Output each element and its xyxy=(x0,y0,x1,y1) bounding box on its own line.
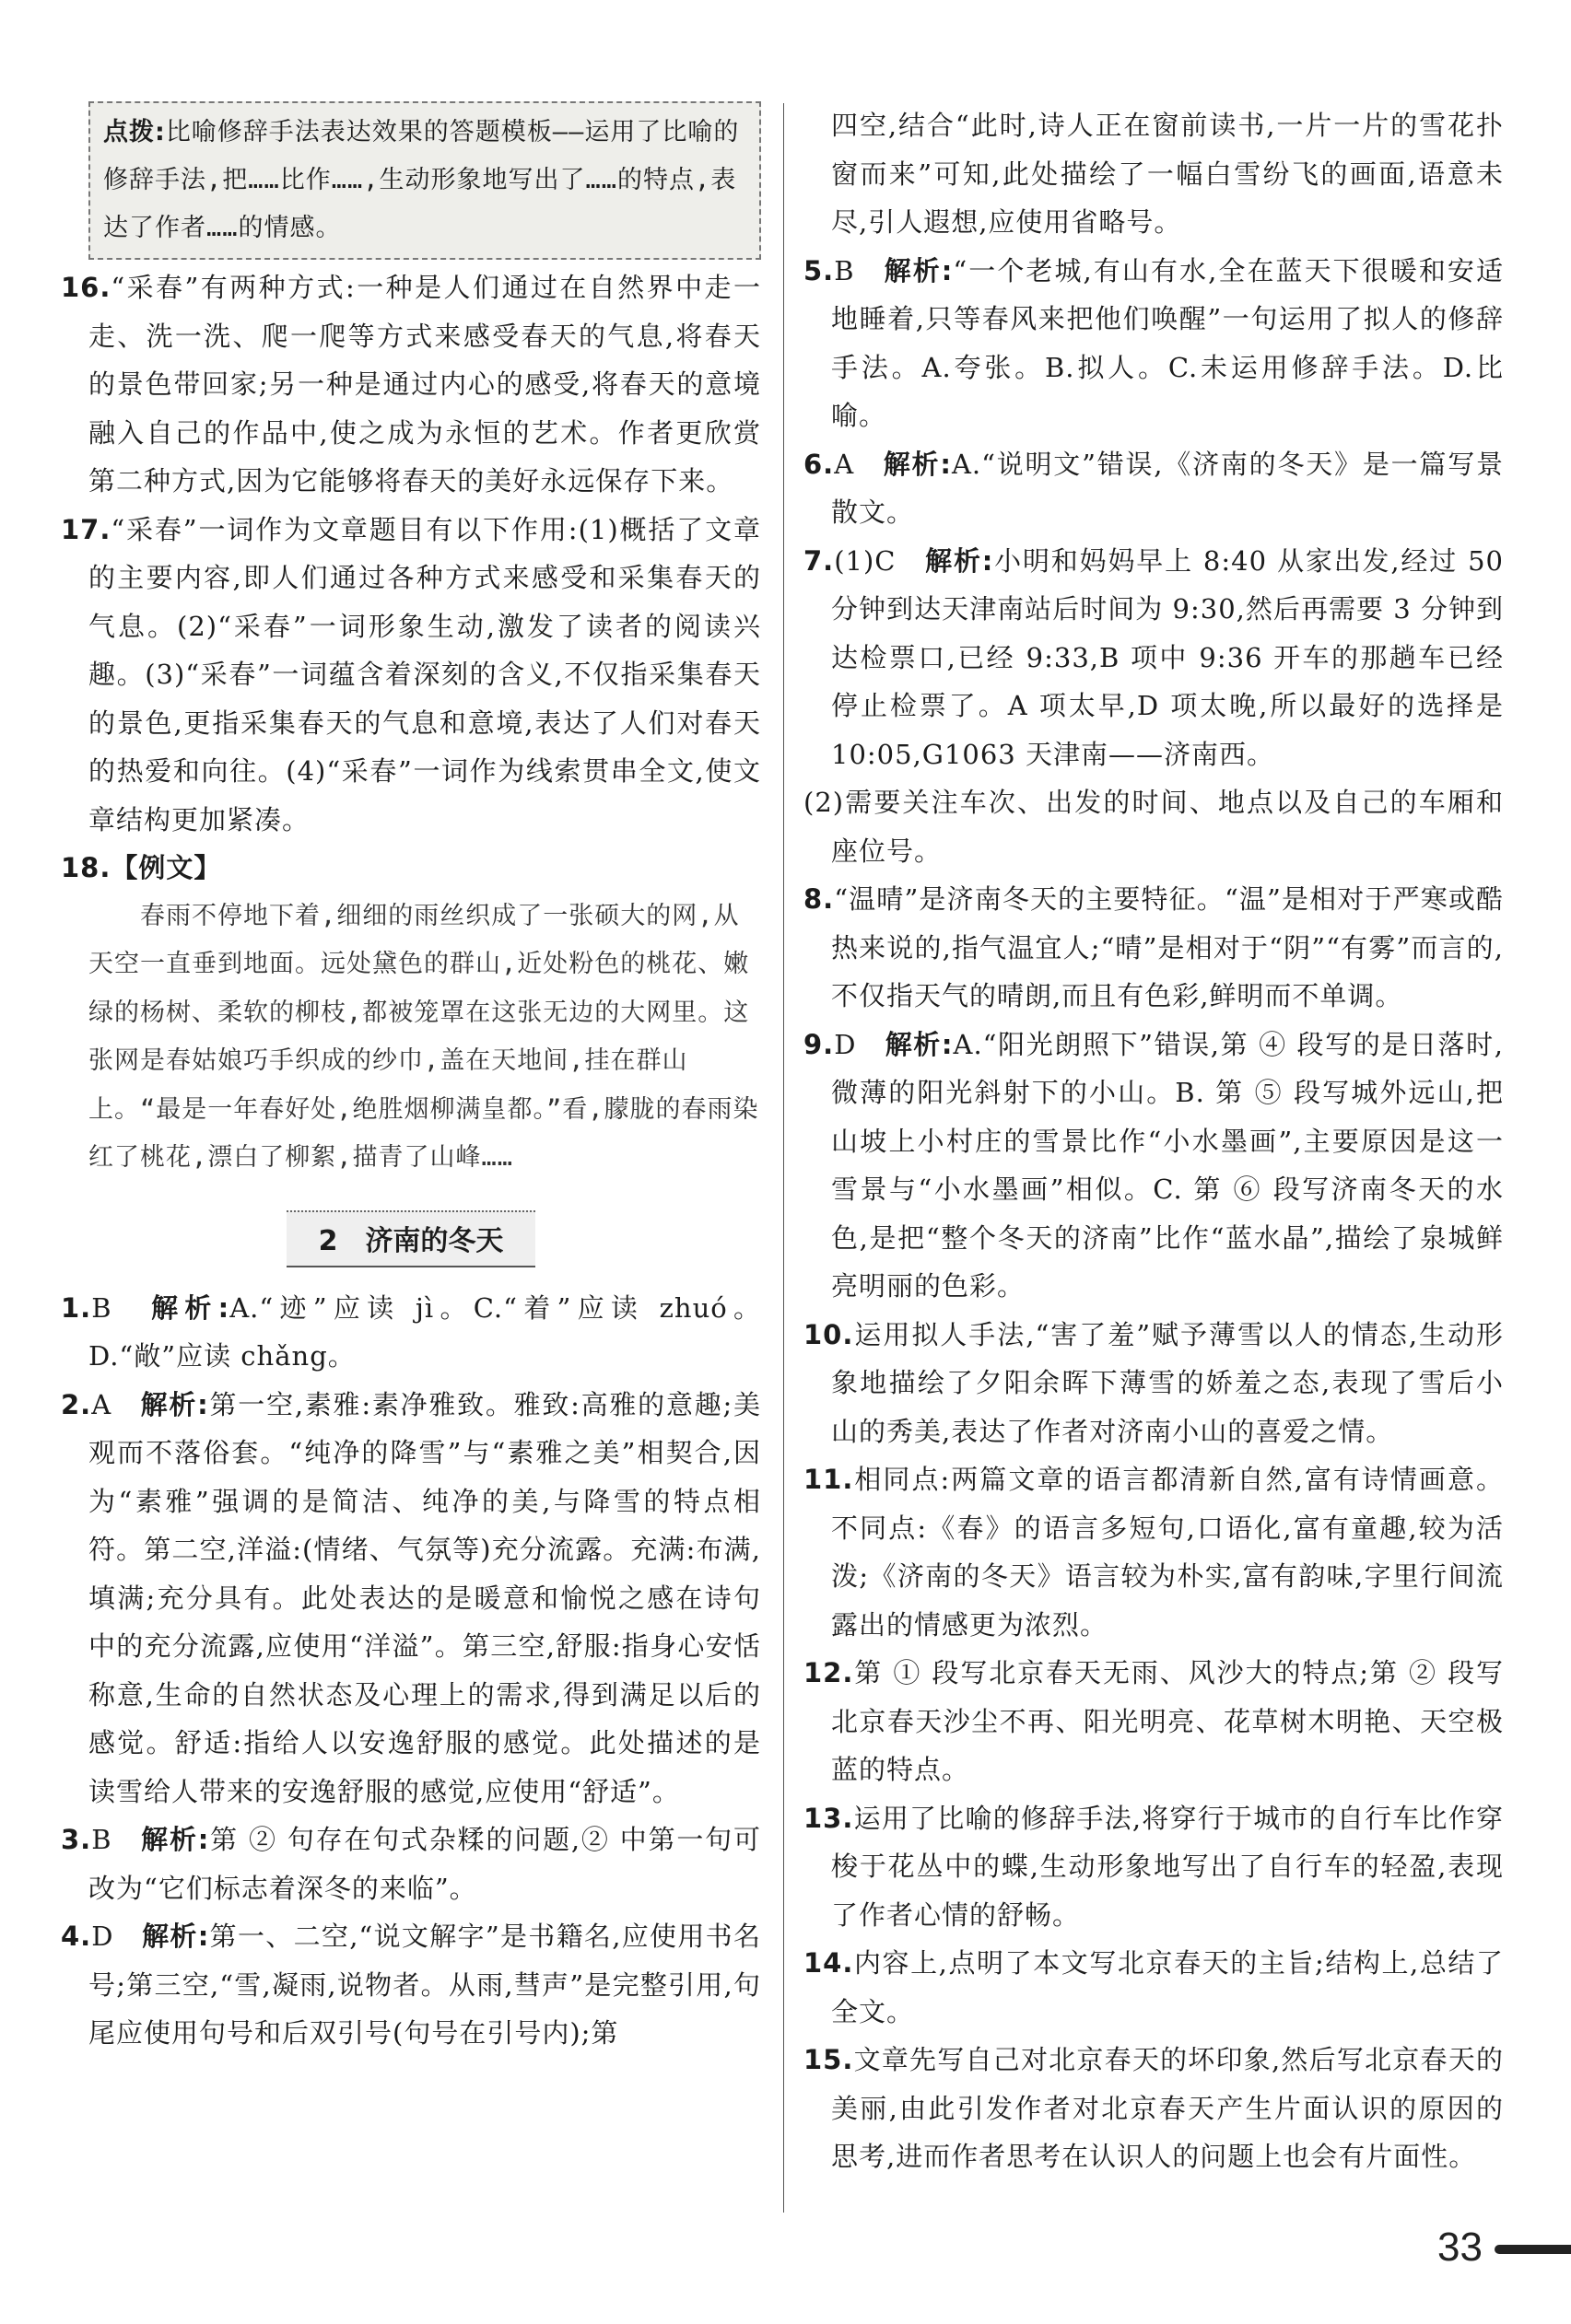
answer-number: 9. xyxy=(803,1028,835,1060)
answer-number: 18. xyxy=(61,852,111,883)
answer-number: 13. xyxy=(803,1802,854,1834)
answer-16 xyxy=(61,263,761,506)
answer-s2 xyxy=(61,1381,761,1816)
answer-number: 6. xyxy=(803,448,835,480)
answer-s11 xyxy=(803,1455,1504,1649)
answer-text: “采春”有两种方式:一种是人们通过在自然界中走一走、洗一洗、爬一爬等方式来感受春天的气息,将春天的景色带回家;另一种是通过内心的感受,将春天的意境融入自己的作品中,使之成为永恒的艺术。作者更欣赏第二种方式,因为它能够将春天的美好永远保存下来。 xyxy=(88,272,761,496)
analysis-label: 解析: xyxy=(885,1028,954,1060)
answer-s8 xyxy=(803,875,1504,1021)
answer-s4 xyxy=(61,1912,761,2058)
answer-choice: B xyxy=(91,1824,112,1855)
answer-text: 第 ② 句存在句式杂糅的问题,② 中第一句可改为“它们标志着深冬的来临”。 xyxy=(88,1824,761,1904)
answer-text: 第 ① 段写北京春天无雨、风沙大的特点;第 ② 段写北京春天沙尘不再、阳光明亮、花草树木明艳、天空极蓝的特点。 xyxy=(831,1657,1504,1785)
answer-s5 xyxy=(803,247,1504,440)
answer-s13 xyxy=(803,1794,1504,1940)
analysis-label: 解析: xyxy=(883,448,952,480)
answer-text: “温晴”是济南冬天的主要特征。“温”是相对于严寒或酷热来说的,指气温宜人;“晴”是相对于“阴”“有雾”而言的,不仅指天气的晴朗,而且有色彩,鲜明而不单调。 xyxy=(831,883,1504,1011)
answer-number: 8. xyxy=(803,883,835,915)
answer-text: “一个老城,有山有水,全在蓝天下很暖和安适地睡着,只等春风来把他们唤醒”一句运用了拟人的修辞手法。A.夸张。B.拟人。C.未运用修辞手法。D.比喻。 xyxy=(831,254,1504,431)
answer-text: 小明和妈妈早上 8:40 从家出发,经过 50 分钟到达天津南站后时间为 9:30,然后再需要 3 分钟到达检票口,已经 9:33,B 项中 9:36 开车的那趟车已经停止检票了。A 项太早,D 项太晚,所以最好的选择是 10:05,G1063 天津南——济南西。 xyxy=(831,544,1504,770)
answer-choice: (1)C xyxy=(834,544,897,577)
answer-number: 5. xyxy=(803,254,835,286)
answer-s6 xyxy=(803,440,1504,537)
answer-number: 14. xyxy=(803,1947,854,1979)
answer-s15 xyxy=(803,2036,1504,2181)
answer-s4-continued: 四空,结合“此时,诗人正在窗前读书,一片一片的雪花扑窗而来”可知,此处描绘了一幅白雪纷飞的画面,语意未尽,引人遐想,应使用省略号。 xyxy=(831,110,1504,238)
answer-number: 11. xyxy=(803,1464,854,1495)
answer-number: 1. xyxy=(61,1291,92,1324)
answer-text: A.“迹”应读 jì。C.“着”应读 zhuó。D.“敞”应读 chǎng。 xyxy=(88,1291,761,1372)
analysis-label: 解析: xyxy=(140,1388,209,1420)
answer-choice: B xyxy=(91,1291,112,1324)
answer-s9 xyxy=(803,1021,1504,1311)
left-column xyxy=(61,101,761,2058)
answer-number: 2. xyxy=(61,1388,92,1420)
answer-s14 xyxy=(803,1939,1504,2036)
answer-text: 运用拟人手法,“害了羞”赋予薄雪以人的情态,生动形象地描绘了夕阳余晖下薄雪的娇羞之态,表现了雪后小山的秀美,表达了作者对济南小山的喜爱之情。 xyxy=(831,1318,1504,1447)
section-title: 2 济南的冬天 xyxy=(287,1210,535,1267)
right-column xyxy=(803,101,1504,2181)
answer-number: 4. xyxy=(61,1921,92,1952)
answer-choice: A xyxy=(91,1388,112,1420)
answer-s3 xyxy=(61,1816,761,1912)
answer-text: A.“阳光朗照下”错误,第 ④ 段写的是日落时,微薄的阳光斜射下的小山。B. 第 ⑤ 段写城外远山,把山坡上小村庄的雪景比作“小水墨画”,主要原因是这一雪景与“小水墨画”相似。C. 第 ⑥ 段写济南冬天的水色,是把“整个冬天的济南”比作“蓝水晶”,描绘了泉城鲜亮明丽的色彩。 xyxy=(831,1028,1504,1302)
answer-s1 xyxy=(61,1284,761,1381)
page-number: 33 xyxy=(1437,2225,1483,2270)
answer-choice: D xyxy=(91,1921,114,1952)
page-number-bar xyxy=(1495,2245,1571,2254)
answer-number: 12. xyxy=(803,1657,854,1688)
answer-number: 7. xyxy=(803,544,835,577)
answer-s7 xyxy=(803,537,1504,779)
answer-s10 xyxy=(803,1311,1504,1456)
answer-text: 运用了比喻的修辞手法,将穿行于城市的自行车比作穿梭于花丛中的蝶,生动形象地写出了自行车的轻盈,表现了作者心情的舒畅。 xyxy=(831,1802,1504,1931)
answer-17 xyxy=(61,506,761,845)
answer-text: 内容上,点明了本文写北京春天的主旨;结构上,总结了全文。 xyxy=(831,1947,1504,2027)
column-divider xyxy=(783,103,784,2213)
answer-s7-part2: (2)需要关注车次、出发的时间、地点以及自己的车厢和座位号。 xyxy=(803,787,1504,867)
analysis-label: 解析: xyxy=(141,1824,210,1855)
answer-text: 文章先写自己对北京春天的坏印象,然后写北京春天的美丽,由此引发作者对北京春天产生片面认识的原因的思考,进而作者思考在认识人的问题上也会有片面性。 xyxy=(831,2044,1504,2172)
answer-choice: A xyxy=(834,448,855,480)
answer-number: 3. xyxy=(61,1824,92,1855)
tip-label: 点拨: xyxy=(103,118,166,146)
tip-box xyxy=(88,101,761,260)
answer-number: 17. xyxy=(61,513,111,545)
answer-18 xyxy=(61,844,761,893)
answer-text: 相同点:两篇文章的语言都清新自然,富有诗情画意。不同点:《春》的语言多短句,口语化,富有童趣,较为活泼;《济南的冬天》语言较为朴实,富有韵味,字里行间流露出的情感更为浓烈。 xyxy=(831,1464,1504,1641)
answer-s12 xyxy=(803,1649,1504,1794)
answer-choice: D xyxy=(834,1028,857,1060)
example-label: 【例文】 xyxy=(111,852,222,883)
answer-text: A.“说明文”错误,《济南的冬天》是一篇写景散文。 xyxy=(831,448,1504,528)
answer-text: 第一、二空,“说文解字”是书籍名,应使用书名号;第三空,“雪,凝雨,说物者。从雨,彗声”是完整引用,句尾应使用句号和后双引号(句号在引号内);第 xyxy=(88,1921,761,2049)
answer-number: 10. xyxy=(803,1318,854,1350)
answer-text: 第一空,素雅:素净雅致。雅致:高雅的意趣;美观而不落俗套。“纯净的降雪”与“素雅之美”相契合,因为“素雅”强调的是简洁、纯净的美,与降雪的特点相符。第二空,洋溢:(情绪、气氛等)充分流露。充满:布满,填满;充分具有。此处表达的是暖意和愉悦之感在诗句中的充分流露,应使用“洋溢”。第三空,舒服:指身心安恬称意,生命的自然状态及心理上的需求,得到满足以后的感觉。舒适:指给人以安逸舒服的感觉。此处描述的是读雪给人带来的安逸舒服的感觉,应使用“舒适”。 xyxy=(88,1388,761,1807)
analysis-label: 解析: xyxy=(884,254,954,286)
analysis-label: 解析: xyxy=(925,544,994,577)
example-essay: 春雨不停地下着,细细的雨丝织成了一张硕大的网,从天空一直垂到地面。远处黛色的群山,近处粉色的桃花、嫩绿的杨树、柔软的柳枝,都被笼罩在这张无边的大网里。这张网是春姑娘巧手织成的纱巾,盖在天地间,挂在群山上。“最是一年春好处,绝胜烟柳满皇都。”看,朦胧的春雨染红了桃花,漂白了柳絮,描青了山峰…… xyxy=(88,901,759,1172)
answer-number: 15. xyxy=(803,2044,854,2075)
answer-number: 16. xyxy=(61,272,111,303)
answer-choice: B xyxy=(834,254,855,286)
answer-text: “采春”一词作为文章题目有以下作用:(1)概括了文章的主要内容,即人们通过各种方式来感受和采集春天的气息。(2)“采春”一词形象生动,激发了读者的阅读兴趣。(3)“采春”一词蕴含着深刻的含义,不仅指采集春天的景色,更指采集春天的气息和意境,表达了人们对春天的热爱和向往。(4)“采春”一词作为线索贯串全文,使文章结构更加紧凑。 xyxy=(88,513,761,835)
tip-text: 比喻修辞手法表达效果的答题模板——运用了比喻的修辞手法,把……比作……,生动形象地写出了……的特点,表达了作者……的情感。 xyxy=(103,118,740,242)
analysis-label: 解析: xyxy=(151,1291,230,1324)
analysis-label: 解析: xyxy=(142,1921,210,1952)
